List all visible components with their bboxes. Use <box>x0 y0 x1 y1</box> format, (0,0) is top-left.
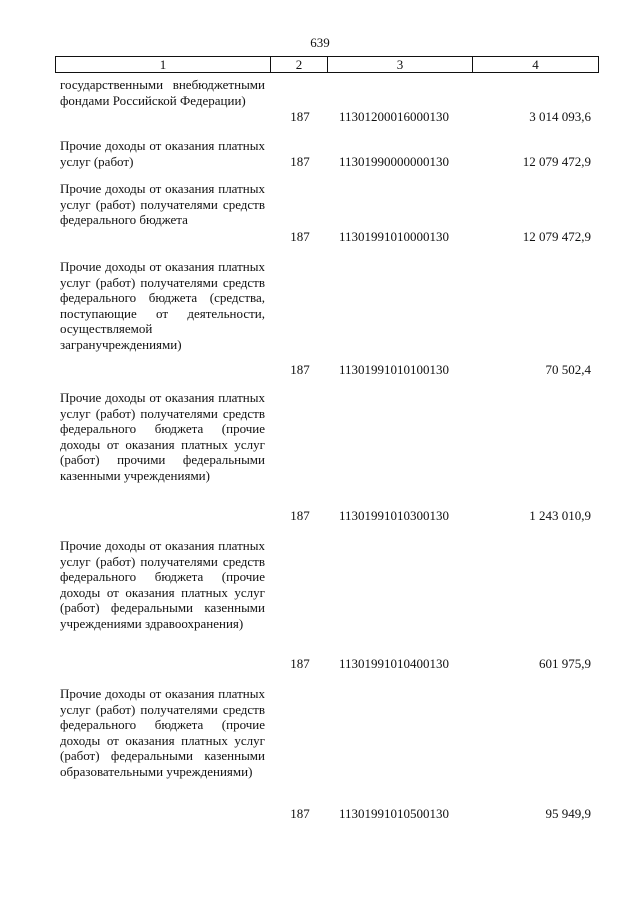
page-number: 639 <box>310 35 330 50</box>
row-code: 187 <box>290 362 310 377</box>
row-amount: 3 014 093,6 <box>529 109 591 124</box>
row-description: Прочие доходы от оказания платных услуг (работ) <box>60 138 265 169</box>
row-description: Прочие доходы от оказания платных услуг (работ) получателями средств федерального бюджета (прочие доходы от оказания платных услуг (работ) федеральными казенными учреждениями здравоохранения) <box>60 538 265 631</box>
row-description: Прочие доходы от оказания платных услуг (работ) получателями средств федерального бюджета (прочие доходы от оказания платных услуг (работ) федеральными казенными образовательными учреждениями) <box>60 686 265 779</box>
table-row <box>55 77 599 127</box>
row-code: 187 <box>290 508 310 523</box>
table-row <box>55 181 599 247</box>
row-kbk: 11301991010100130 <box>339 362 450 377</box>
row-kbk: 11301991010500130 <box>339 806 450 821</box>
table-row <box>55 538 599 671</box>
row-amount: 601 975,9 <box>539 656 591 671</box>
header-col-1: 1 <box>56 57 271 72</box>
row-description: Прочие доходы от оказания платных услуг (работ) получателями средств федерального бюджета <box>60 181 265 228</box>
row-description: Прочие доходы от оказания платных услуг (работ) получателями средств федерального бюджета (средства, поступающие от деятельности, осуществляемой загранучреждениями) <box>60 259 265 352</box>
table-header <box>55 56 599 73</box>
row-description: государственными внебюджетными фондами Российской Федерации) <box>60 77 265 108</box>
header-col-2: 2 <box>271 57 328 72</box>
row-kbk: 11301991010000130 <box>339 229 450 244</box>
row-kbk: 11301200016000130 <box>339 109 450 124</box>
table-row <box>55 138 599 174</box>
row-description: Прочие доходы от оказания платных услуг (работ) получателями средств федерального бюджета (прочие доходы от оказания платных услуг (работ) прочими федеральными казенными учреждениями) <box>60 390 265 483</box>
row-code: 187 <box>290 806 310 821</box>
table-row <box>55 390 599 523</box>
row-amount: 1 243 010,9 <box>529 508 591 523</box>
row-code: 187 <box>290 154 310 169</box>
row-code: 187 <box>290 109 310 124</box>
revenue-table <box>55 56 599 821</box>
row-amount: 12 079 472,9 <box>522 154 591 169</box>
row-code: 187 <box>290 229 310 244</box>
table-row <box>55 686 599 828</box>
header-col-3: 3 <box>328 57 473 72</box>
table-row <box>55 259 599 377</box>
header-col-4: 4 <box>532 57 539 72</box>
row-amount: 70 502,4 <box>545 362 591 377</box>
row-amount: 12 079 472,9 <box>522 229 591 244</box>
row-code: 187 <box>290 656 310 671</box>
row-kbk: 11301990000000130 <box>339 154 450 169</box>
row-kbk: 11301991010400130 <box>339 656 450 671</box>
row-amount: 95 949,9 <box>545 806 591 821</box>
row-kbk: 11301991010300130 <box>339 508 450 523</box>
